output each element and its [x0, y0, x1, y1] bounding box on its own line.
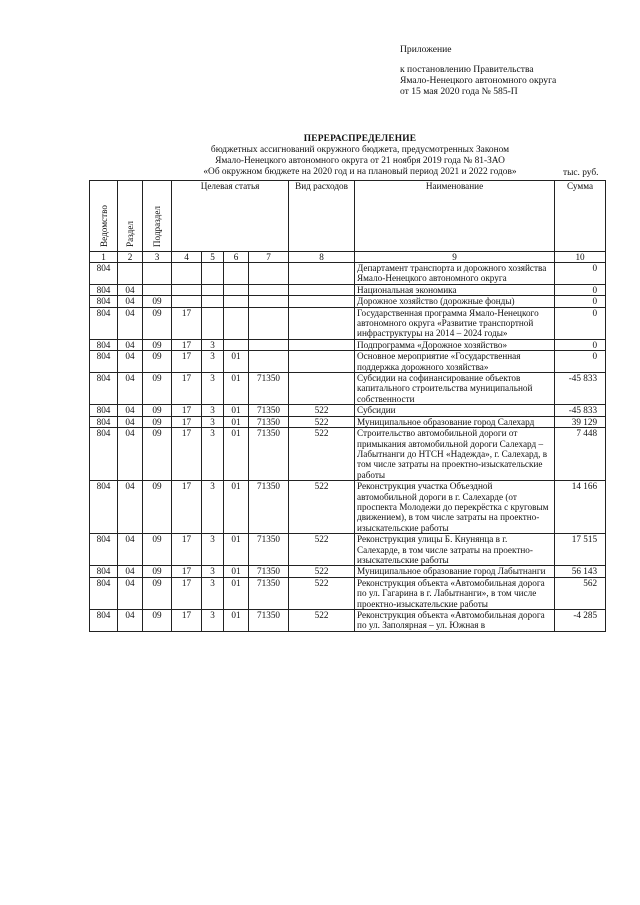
direction-cell: 71350: [249, 566, 289, 577]
expense-type-cell: 522: [289, 416, 355, 427]
direction-cell: [249, 351, 289, 373]
event-cell: 01: [224, 577, 249, 609]
expense-type-cell: 522: [289, 405, 355, 416]
event-cell: [224, 307, 249, 339]
name-cell: Муниципальное образование город Лабытнанги: [355, 566, 555, 577]
table-row: [90, 296, 606, 307]
razdel-cell: 04: [118, 534, 143, 566]
razdel-cell: 04: [118, 339, 143, 350]
table-row: [90, 351, 606, 373]
podrazdel-cell: [143, 284, 172, 295]
column-number: 4: [172, 252, 202, 263]
heading-line-2: Ямало-Ненецкого автономного округа от 21 ноября 2019 года № 81-ЗАО: [215, 156, 505, 166]
appendix-note: [400, 44, 600, 97]
podrazdel-cell: 09: [143, 416, 172, 427]
table-row: [90, 339, 606, 350]
document-heading: [120, 134, 600, 178]
event-cell: 01: [224, 481, 249, 534]
podrazdel-cell: 09: [143, 428, 172, 481]
program-cell: 17: [172, 610, 202, 632]
program-cell: 17: [172, 534, 202, 566]
podrazdel-cell: 09: [143, 307, 172, 339]
event-cell: 01: [224, 610, 249, 632]
table-row: [90, 566, 606, 577]
expense-type-cell: [289, 307, 355, 339]
program-cell: [172, 263, 202, 285]
vedomstvo-cell: 804: [90, 351, 118, 373]
vedomstvo-cell: 804: [90, 610, 118, 632]
subprogram-cell: 3: [202, 610, 224, 632]
column-number: 3: [143, 252, 172, 263]
vedomstvo-cell: 804: [90, 373, 118, 405]
sum-cell: 562: [555, 577, 606, 609]
name-cell: Муниципальное образование город Салехард: [355, 416, 555, 427]
column-number: 7: [249, 252, 289, 263]
subprogram-cell: 3: [202, 351, 224, 373]
program-cell: 17: [172, 416, 202, 427]
column-number: 6: [224, 252, 249, 263]
table-row: [90, 416, 606, 427]
event-cell: 01: [224, 373, 249, 405]
direction-cell: 71350: [249, 481, 289, 534]
name-cell: Реконструкция улицы Б. Кнунянца в г. Салехарде, в том числе затраты на проектно-изыскательские работы: [355, 534, 555, 566]
direction-cell: 71350: [249, 577, 289, 609]
name-cell: Реконструкция участка Объездной автомобильной дороги в г. Салехарде (от проспекта Молодежи до перекрёстка с круговым движением), в том числе затраты на проектно-изыскательские работы: [355, 481, 555, 534]
sum-cell: 14 166: [555, 481, 606, 534]
table-row: [90, 610, 606, 632]
program-cell: 17: [172, 577, 202, 609]
sum-cell: -45 833: [555, 405, 606, 416]
event-cell: [224, 284, 249, 295]
heading-line-3: «Об окружном бюджете на 2020 год и на плановый период 2021 и 2022 годов»: [203, 167, 517, 177]
vedomstvo-cell: 804: [90, 405, 118, 416]
event-cell: [224, 339, 249, 350]
direction-cell: [249, 284, 289, 295]
budget-table: [89, 180, 606, 632]
vedomstvo-cell: 804: [90, 416, 118, 427]
razdel-cell: 04: [118, 481, 143, 534]
subprogram-cell: 3: [202, 416, 224, 427]
razdel-cell: 04: [118, 416, 143, 427]
header-vedomstvo: Ведомство: [90, 181, 118, 252]
header-row: [90, 181, 606, 252]
column-number: 1: [90, 252, 118, 263]
vedomstvo-cell: 804: [90, 481, 118, 534]
podrazdel-cell: 09: [143, 534, 172, 566]
column-number: 5: [202, 252, 224, 263]
event-cell: 01: [224, 534, 249, 566]
razdel-cell: 04: [118, 296, 143, 307]
subprogram-cell: 3: [202, 405, 224, 416]
podrazdel-cell: 09: [143, 405, 172, 416]
razdel-cell: 04: [118, 284, 143, 295]
name-cell: Субсидии: [355, 405, 555, 416]
appendix-date-line: от 15 мая 2020 года № 585-П: [400, 86, 518, 97]
appendix-region-line: Ямало-Ненецкого автономного округа: [400, 75, 557, 86]
event-cell: [224, 296, 249, 307]
table-row: [90, 428, 606, 481]
program-cell: 17: [172, 351, 202, 373]
table-row: [90, 263, 606, 285]
vedomstvo-cell: 804: [90, 577, 118, 609]
razdel-cell: 04: [118, 610, 143, 632]
razdel-cell: 04: [118, 566, 143, 577]
column-number-row: [90, 252, 606, 263]
appendix-title: Приложение: [400, 44, 452, 55]
subprogram-cell: 3: [202, 481, 224, 534]
subprogram-cell: 3: [202, 339, 224, 350]
sum-cell: 39 129: [555, 416, 606, 427]
vedomstvo-cell: 804: [90, 339, 118, 350]
subprogram-cell: [202, 284, 224, 295]
event-cell: 01: [224, 405, 249, 416]
name-cell: Национальная экономика: [355, 284, 555, 295]
name-cell: Строительство автомобильной дороги от примыкания автомобильной дороги Салехард – Лабытнанги до НТСН «Надежда», г. Салехард, в том числе затраты на проектно-изыскательские работы: [355, 428, 555, 481]
column-number: 8: [289, 252, 355, 263]
podrazdel-cell: 09: [143, 566, 172, 577]
sum-cell: 0: [555, 296, 606, 307]
table-row: [90, 373, 606, 405]
subprogram-cell: 3: [202, 534, 224, 566]
expense-type-cell: [289, 373, 355, 405]
subprogram-cell: [202, 296, 224, 307]
table-row: [90, 534, 606, 566]
subprogram-cell: 3: [202, 373, 224, 405]
program-cell: 17: [172, 428, 202, 481]
podrazdel-cell: 09: [143, 296, 172, 307]
table-row: [90, 405, 606, 416]
expense-type-cell: 522: [289, 577, 355, 609]
spacer: [400, 55, 600, 64]
heading-line-1: бюджетных ассигнований окружного бюджета, предусмотренных Законом: [210, 145, 510, 155]
sum-cell: 7 448: [555, 428, 606, 481]
direction-cell: [249, 307, 289, 339]
direction-cell: 71350: [249, 610, 289, 632]
program-cell: 17: [172, 405, 202, 416]
header-sum: Сумма: [555, 181, 606, 252]
event-cell: 01: [224, 416, 249, 427]
name-cell: Реконструкция объекта «Автомобильная дорога по ул. Гагарина в г. Лабытнанги», в том числе проектно-изыскательские работы: [355, 577, 555, 609]
razdel-cell: 04: [118, 577, 143, 609]
expense-type-cell: [289, 339, 355, 350]
table-row: [90, 307, 606, 339]
event-cell: 01: [224, 351, 249, 373]
program-cell: 17: [172, 481, 202, 534]
direction-cell: [249, 296, 289, 307]
header-name: Наименование: [355, 181, 555, 252]
sum-cell: 0: [555, 351, 606, 373]
razdel-cell: 04: [118, 428, 143, 481]
program-cell: 17: [172, 307, 202, 339]
program-cell: 17: [172, 566, 202, 577]
event-cell: 01: [224, 566, 249, 577]
sum-cell: 0: [555, 263, 606, 285]
expense-type-cell: 522: [289, 428, 355, 481]
vedomstvo-cell: 804: [90, 263, 118, 285]
name-cell: Субсидии на софинансирование объектов капитального строительства муниципальной собственности: [355, 373, 555, 405]
razdel-cell: 04: [118, 307, 143, 339]
podrazdel-cell: 09: [143, 577, 172, 609]
name-cell: Государственная программа Ямало-Ненецкого автономного округа «Развитие транспортной инфраструктуры на 2014 – 2024 годы»: [355, 307, 555, 339]
podrazdel-cell: 09: [143, 610, 172, 632]
column-number: 10: [555, 252, 606, 263]
vedomstvo-cell: 804: [90, 307, 118, 339]
sum-cell: 0: [555, 307, 606, 339]
sum-cell: 56 143: [555, 566, 606, 577]
name-cell: Дорожное хозяйство (дорожные фонды): [355, 296, 555, 307]
program-cell: [172, 284, 202, 295]
direction-cell: 71350: [249, 534, 289, 566]
expense-type-cell: 522: [289, 534, 355, 566]
expense-type-cell: 522: [289, 481, 355, 534]
event-cell: 01: [224, 428, 249, 481]
program-cell: 17: [172, 339, 202, 350]
appendix-decree-line: к постановлению Правительства: [400, 64, 534, 75]
column-number: 2: [118, 252, 143, 263]
units-label: тыс. руб.: [563, 168, 599, 178]
direction-cell: 71350: [249, 373, 289, 405]
podrazdel-cell: 09: [143, 351, 172, 373]
table-row: [90, 284, 606, 295]
header-expense-type: Вид расходов: [289, 181, 355, 252]
name-cell: Реконструкция объекта «Автомобильная дорога по ул. Заполярная – ул. Южная в: [355, 610, 555, 632]
direction-cell: 71350: [249, 416, 289, 427]
podrazdel-cell: [143, 263, 172, 285]
direction-cell: [249, 339, 289, 350]
expense-type-cell: 522: [289, 610, 355, 632]
direction-cell: 71350: [249, 405, 289, 416]
table-row: [90, 481, 606, 534]
subprogram-cell: 3: [202, 428, 224, 481]
razdel-cell: 04: [118, 373, 143, 405]
header-razdel: Раздел: [118, 181, 143, 252]
header-target-article: Целевая статья: [172, 181, 289, 252]
name-cell: Подпрограмма «Дорожное хозяйство»: [355, 339, 555, 350]
expense-type-cell: [289, 351, 355, 373]
vedomstvo-cell: 804: [90, 296, 118, 307]
name-cell: Департамент транспорта и дорожного хозяйства Ямало-Ненецкого автономного округа: [355, 263, 555, 285]
document-title: ПЕРЕРАСПРЕДЕЛЕНИЕ: [303, 134, 417, 144]
table-body: [90, 252, 606, 632]
subprogram-cell: [202, 263, 224, 285]
podrazdel-cell: 09: [143, 373, 172, 405]
expense-type-cell: 522: [289, 566, 355, 577]
razdel-cell: [118, 263, 143, 285]
event-cell: [224, 263, 249, 285]
name-cell: Основное мероприятие «Государственная поддержка дорожного хозяйства»: [355, 351, 555, 373]
subprogram-cell: 3: [202, 577, 224, 609]
subprogram-cell: [202, 307, 224, 339]
podrazdel-cell: 09: [143, 481, 172, 534]
vedomstvo-cell: 804: [90, 566, 118, 577]
vedomstvo-cell: 804: [90, 534, 118, 566]
sum-cell: -4 285: [555, 610, 606, 632]
sum-cell: 0: [555, 284, 606, 295]
razdel-cell: 04: [118, 405, 143, 416]
podrazdel-cell: 09: [143, 339, 172, 350]
direction-cell: [249, 263, 289, 285]
header-podrazdel: Подраздел: [143, 181, 172, 252]
razdel-cell: 04: [118, 351, 143, 373]
program-cell: [172, 296, 202, 307]
expense-type-cell: [289, 296, 355, 307]
vedomstvo-cell: 804: [90, 428, 118, 481]
sum-cell: -45 833: [555, 373, 606, 405]
subprogram-cell: 3: [202, 566, 224, 577]
vedomstvo-cell: 804: [90, 284, 118, 295]
program-cell: 17: [172, 373, 202, 405]
column-number: 9: [355, 252, 555, 263]
sum-cell: 0: [555, 339, 606, 350]
expense-type-cell: [289, 263, 355, 285]
expense-type-cell: [289, 284, 355, 295]
table-row: [90, 577, 606, 609]
direction-cell: 71350: [249, 428, 289, 481]
sum-cell: 17 515: [555, 534, 606, 566]
